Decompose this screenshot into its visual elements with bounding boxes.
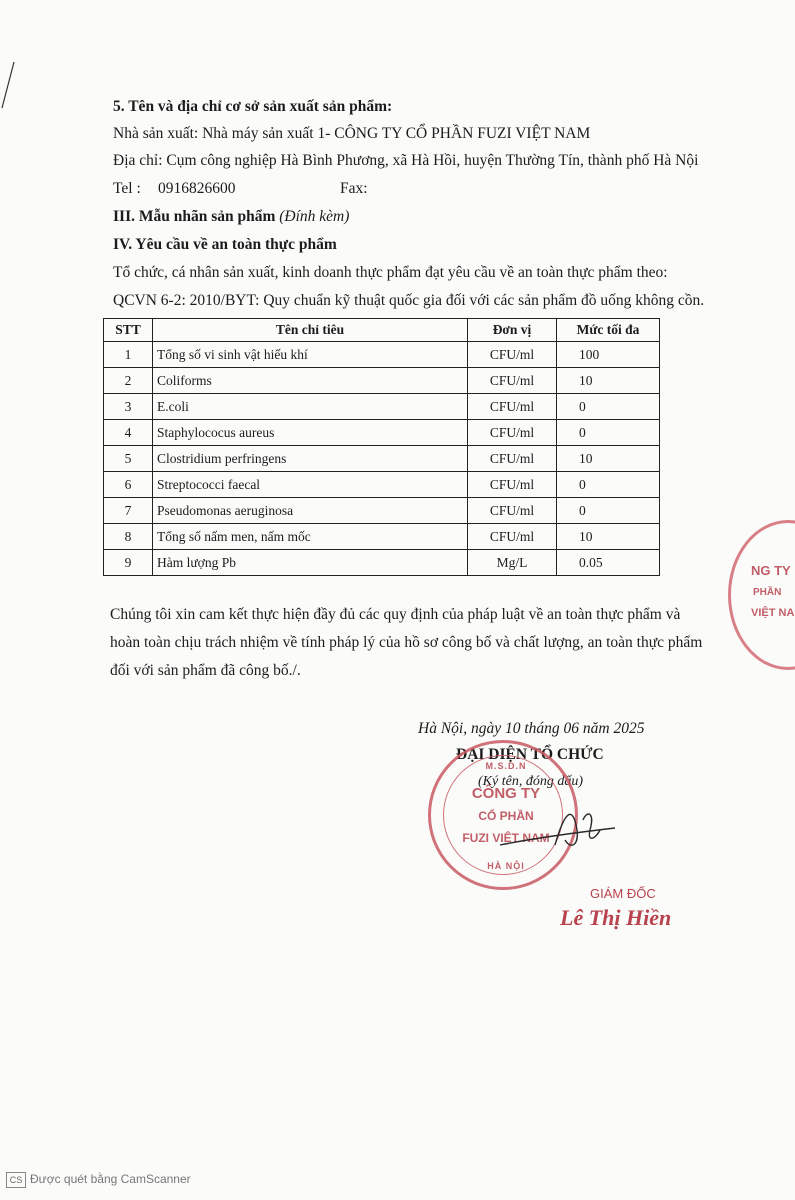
cell-stt: 2 <box>104 368 153 394</box>
scan-edge-line <box>0 60 20 110</box>
cell-max-level: 0 <box>557 394 660 420</box>
cell-max-level: 0 <box>557 498 660 524</box>
side-seal-line1: NG TY <box>751 563 791 578</box>
cell-max-level: 10 <box>557 446 660 472</box>
side-seal-line3: VIỆT NA <box>751 607 795 619</box>
cell-indicator: Streptococci faecal <box>153 472 468 498</box>
header-unit: Đơn vị <box>468 319 557 342</box>
cell-indicator: Clostridium perfringens <box>153 446 468 472</box>
seal-ring-text-bottom: HÀ NỘI <box>487 861 525 871</box>
table-row <box>104 342 660 368</box>
manufacturer-line: Nhà sản xuất: Nhà máy sản xuất 1- CÔNG TY CỔ PHẦN FUZI VIỆT NAM <box>113 125 591 142</box>
cell-unit: CFU/ml <box>468 342 557 368</box>
table-row <box>104 472 660 498</box>
table-row <box>104 446 660 472</box>
safety-table <box>103 318 660 576</box>
seal-line3: FUZI VIỆT NAM <box>462 831 550 845</box>
section3-note: (Đính kèm) <box>279 208 350 225</box>
cell-max-level: 10 <box>557 368 660 394</box>
cell-max-level: 0 <box>557 420 660 446</box>
cell-stt: 7 <box>104 498 153 524</box>
cell-indicator: Hàm lượng Pb <box>153 550 468 576</box>
cell-stt: 8 <box>104 524 153 550</box>
side-seal <box>728 520 795 670</box>
cell-unit: CFU/ml <box>468 420 557 446</box>
seal-line1: CÔNG TY <box>471 785 541 802</box>
commitment-line2: hoàn toàn chịu trách nhiệm về tính pháp lý của hồ sơ công bố và chất lượng, an toàn thực phẩm <box>110 634 703 651</box>
cell-stt: 4 <box>104 420 153 446</box>
table-row <box>104 368 660 394</box>
commitment-line1: Chúng tôi xin cam kết thực hiện đầy đủ các quy định của pháp luật về an toàn thực phẩm và <box>110 606 681 623</box>
commitment-line3: đối với sản phẩm đã công bố./. <box>110 662 301 679</box>
cell-indicator: Tổng số vi sinh vật hiếu khí <box>153 342 468 368</box>
signatory-subtitle: (Ký tên, đóng dấu) <box>478 774 583 789</box>
table-header-row <box>104 319 660 342</box>
cell-indicator: Coliforms <box>153 368 468 394</box>
cell-stt: 1 <box>104 342 153 368</box>
cell-max-level: 10 <box>557 524 660 550</box>
cell-stt: 6 <box>104 472 153 498</box>
cell-max-level: 100 <box>557 342 660 368</box>
section4-heading: IV. Yêu cầu về an toàn thực phẩm <box>113 236 337 253</box>
tel-label: Tel : <box>113 180 141 197</box>
cell-unit: CFU/ml <box>468 446 557 472</box>
director-name: Lê Thị Hiền <box>560 905 672 930</box>
section4-line2: QCVN 6-2: 2010/BYT: Quy chuẩn kỹ thuật quốc gia đối với các sản phẩm đồ uống không cồn. <box>113 292 705 309</box>
cell-max-level: 0.05 <box>557 550 660 576</box>
header-indicator: Tên chỉ tiêu <box>153 319 468 342</box>
cell-unit: CFU/ml <box>468 498 557 524</box>
camscanner-footer <box>0 1172 191 1188</box>
cell-unit: CFU/ml <box>468 394 557 420</box>
cell-unit: Mg/L <box>468 550 557 576</box>
camscanner-text: Được quét bằng CamScanner <box>30 1172 191 1187</box>
cell-indicator: Tổng số nấm men, nấm mốc <box>153 524 468 550</box>
cell-unit: CFU/ml <box>468 472 557 498</box>
section5-heading: 5. Tên và địa chỉ cơ sở sản xuất sản phẩm: <box>113 98 393 115</box>
cell-stt: 9 <box>104 550 153 576</box>
signing-date: Hà Nội, ngày 10 tháng 06 năm 2025 <box>418 720 645 737</box>
cell-indicator: Pseudomonas aeruginosa <box>153 498 468 524</box>
signatory-title: ĐẠI DIỆN TỔ CHỨC <box>456 746 604 763</box>
table-row <box>104 550 660 576</box>
section4-line1: Tổ chức, cá nhân sản xuất, kinh doanh thực phẩm đạt yêu cầu về an toàn thực phẩm theo: <box>113 264 668 281</box>
seal-ring-text: M.S.D.N <box>485 761 527 771</box>
table-row <box>104 420 660 446</box>
fax-label: Fax: <box>340 180 368 197</box>
section3-line <box>113 208 349 226</box>
table-row <box>104 394 660 420</box>
table-row <box>104 498 660 524</box>
address-line: Địa chỉ: Cụm công nghiệp Hà Bình Phương, xã Hà Hồi, huyện Thường Tín, thành phố Hà Nội <box>113 152 699 169</box>
cell-unit: CFU/ml <box>468 368 557 394</box>
header-stt: STT <box>104 319 153 342</box>
director-position: GIÁM ĐỐC <box>590 886 656 901</box>
header-max-level: Mức tối đa <box>557 319 660 342</box>
cell-indicator: Staphylococus aureus <box>153 420 468 446</box>
handwritten-signature <box>495 800 625 860</box>
side-seal-line2: PHẦN <box>753 587 782 598</box>
cell-unit: CFU/ml <box>468 524 557 550</box>
cell-stt: 5 <box>104 446 153 472</box>
table-row <box>104 524 660 550</box>
cell-indicator: E.coli <box>153 394 468 420</box>
cell-max-level: 0 <box>557 472 660 498</box>
camscanner-logo-icon: CS <box>6 1172 26 1188</box>
tel-value: 0916826600 <box>158 180 236 197</box>
cell-stt: 3 <box>104 394 153 420</box>
seal-line2: CỔ PHẦN <box>478 809 534 823</box>
section3-heading: III. Mẫu nhãn sản phẩm <box>113 208 276 225</box>
